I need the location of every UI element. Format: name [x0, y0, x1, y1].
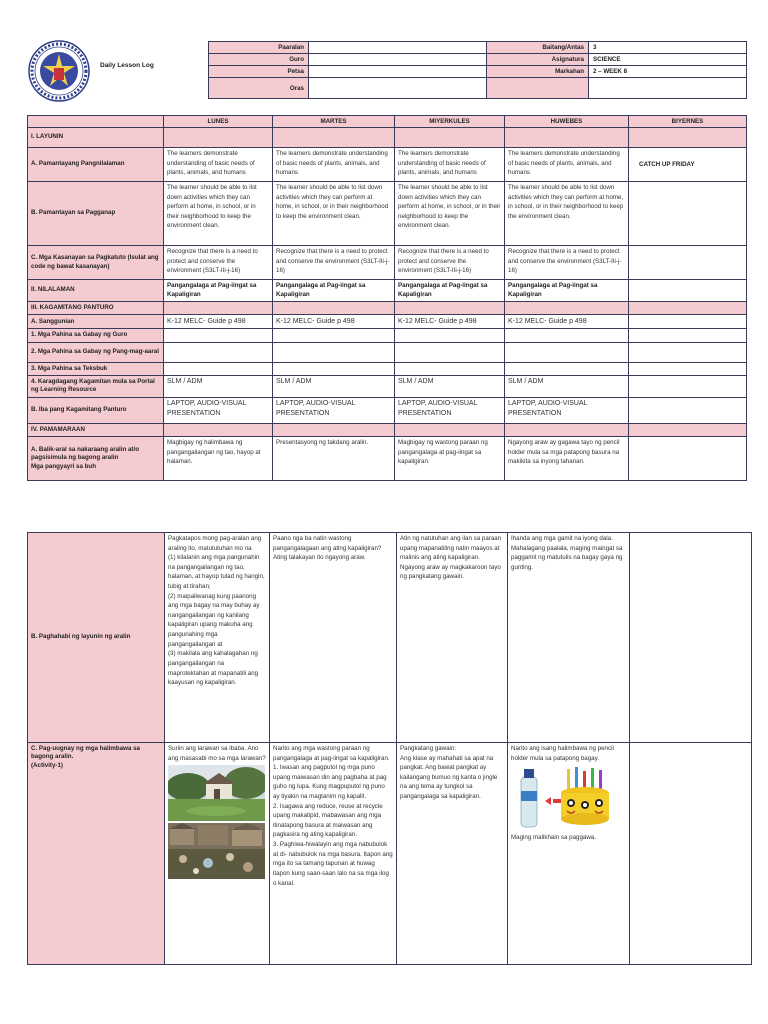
kasanayan-huwebes: Recognize that there is a need to protect and conserve the environment (S3LT-IIi-j-16): [505, 246, 629, 280]
oras-label: Oras: [209, 78, 309, 99]
markahan-label: Markahan: [487, 66, 589, 78]
petsa-label: Petsa: [209, 66, 309, 78]
kasanayan-miyerkules: Recognize that there is a need to protect and conserve the environment (S3LT-IIi-j-16): [395, 246, 505, 280]
section-kagamitang: III. KAGAMITANG PANTURO: [28, 302, 164, 315]
nilalaman-biyernes: [629, 280, 747, 302]
markahan-value[interactable]: 2 – WEEK 8: [589, 66, 747, 78]
oras-field[interactable]: [309, 78, 487, 99]
asignatura-value[interactable]: SCIENCE: [589, 54, 747, 66]
row-label-balik-aral: A. Balik-aral sa nakaraang aralin at/o pagsisimula ng bagong aralin Mga pangyayri sa buh: [28, 437, 164, 481]
lesson-table-page1: [27, 115, 747, 481]
blank-label: [487, 78, 589, 99]
nilalaman-martes: Pangangalaga at Pag-iingat sa Kapaligiran: [273, 280, 395, 302]
paaralan-field[interactable]: [309, 42, 487, 54]
pamantayang-lunes: The learners demonstrate understanding of basic needs of plants, animals, and humans: [164, 148, 273, 182]
row-label-gabay-mag-aaral: 2. Mga Pahina sa Gabay ng Pang-mag-aaral: [28, 342, 164, 362]
maging-malikhain-text: Maging malikhain sa paggawa.: [511, 834, 596, 842]
kasanayan-martes: Recognize that there is a need to protect and conserve the environment (S3LT-IIi-j-16): [273, 246, 395, 280]
iba-miyerkules: LAPTOP, AUDIO-VISUAL PRESENTATION: [395, 397, 505, 423]
page-one: [0, 0, 768, 490]
header-info-table: [208, 41, 747, 99]
row-label-portal: 4. Karagdagang Kagamitan mula sa Portal ng Learning Resource: [28, 376, 164, 398]
balik-huwebes: Ngayong araw ay gagawa tayo ng pencil holder mula sa mga patapong basura na makikita sa inyong tahanan.: [505, 437, 629, 481]
paghahabi-biyernes: [630, 533, 752, 743]
asignatura-label: Asignatura: [487, 54, 589, 66]
paghahabi-lunes: Pagkatapos mong pag-aralan ang araling ito, matututuhan mo na (1) kilalanin ang mga pangunahin na pangangailangan ng tao, halaman, at hayop tulad ng hangin, tubig at tirahan; (2) maipaliwanag kung paanong ang mga bagay na may buhay ay nangangailangan ng kanilang kapaligiran upang makuha ang pangunahing mga pangangailangan at (3) makilala ang kahalagahan ng pangangailangan na maprotektahan at mapanatili ang kaayusan ng kapaligiran.: [165, 533, 270, 743]
catch-up-friday: CATCH UP FRIDAY: [629, 148, 747, 182]
kasanayan-biyernes: [629, 246, 747, 280]
portal-martes: SLM / ADM: [273, 376, 395, 398]
nilalaman-miyerkules: Pangangalaga at Pag-iingat sa Kapaligiran: [395, 280, 505, 302]
pagganap-miyerkules: The learner should be able to list down activities which they can perform at home, in school, or in their neighborhood to keep the environment clean.: [395, 182, 505, 246]
row-label-pamantayang: A. Pamantayang Pangnilalaman: [28, 148, 164, 182]
balik-miyerkules: Magbigay ng wastong paraan ng pangangalaga at pag-iingat sa kapaligiran.: [395, 437, 505, 481]
portal-lunes: SLM / ADM: [164, 376, 273, 398]
row-label-gabay-guro: 1. Mga Pahina sa Gabay ng Guro: [28, 329, 164, 342]
sanggunian-martes: K-12 MELC- Guide p 498: [273, 315, 395, 329]
balik-biyernes: [629, 437, 747, 481]
pag-uugnay-huwebes: [508, 743, 630, 965]
pag-uugnay-miyerkules: Pangkatang gawain: Ang klase ay mahahati sa apat na pangkat. Ang bawat pangkat ay kailangang bumuo ng kanta o jingle na ang tema ay tungkol sa pangangalaga sa kapaligiran.: [397, 743, 508, 965]
guro-field[interactable]: [309, 54, 487, 66]
polluted-environment-photo: [168, 823, 265, 879]
nilalaman-huwebes: Pangangalaga at Pag-iingat sa Kapaligiran: [505, 280, 629, 302]
day-biyernes: BIYERNES: [629, 116, 747, 128]
pamantayang-miyerkules: The learners demonstrate understanding of basic needs of plants, animals, and humans: [395, 148, 505, 182]
sanggunian-miyerkules: K-12 MELC- Guide p 498: [395, 315, 505, 329]
portal-biyernes: [629, 376, 747, 398]
clean-environment-photo: [168, 765, 265, 821]
pagganap-lunes: The learner should be able to list down activities which they can perform at home, in school, or in their neighborhood to keep the environment clean.: [164, 182, 273, 246]
day-huwebes: HUWEBES: [505, 116, 629, 128]
iba-biyernes: [629, 397, 747, 423]
portal-miyerkules: SLM / ADM: [395, 376, 505, 398]
sanggunian-lunes: K-12 MELC- Guide p 498: [164, 315, 273, 329]
row-label-iba-pang: B. Iba pang Kagamitang Panturo: [28, 397, 164, 423]
pamantayang-huwebes: The learners demonstrate understanding of basic needs of plants, animals, and humans: [505, 148, 629, 182]
day-lunes: LUNES: [164, 116, 273, 128]
kasanayan-lunes: Recognize that there is a need to protect and conserve the environment (S3LT-IIi-j-16): [164, 246, 273, 280]
deped-seal: [28, 40, 90, 102]
section-nilalaman: II. NILALAMAN: [28, 280, 164, 302]
pencil-holder-intro: Narito ang isang halimbawa ng pencil holder mula sa patapong bagay.: [511, 745, 614, 762]
pag-uugnay-martes: Narito ang mga wastong paraan ng pangangalaga at pag-iingat sa kapaligiran. 1. Iwasan ang pagputol ng mga puno upang maiwasan din ang pagbaha at pag guho ng lupa. Kung magpuputol ng puno ay tiyakin na magtanim ng kapalit. 2. Isagawa ang reduce, reuse at recycle upang makatipid, mabawasan ang mga itinatapong basura at maiwasan ang pagkasira ng ating kapaligiran. 3. Paghiwa-hiwalayin ang mga nabubulok at di- nabubulok na mga basura. Itapon ang mga ito sa tamang tapunan at huwag itapon kung saan-saan lalo na sa mga ilog o kanal.: [270, 743, 397, 965]
pencil-holder-photo: [511, 765, 623, 831]
row-label-pagganap: B. Pamantayan sa Pagganap: [28, 182, 164, 246]
pag-uugnay-lunes-text: Suriin ang larawan sa ibaba. Ano ang masasabi mo sa mga larawan?: [168, 745, 266, 762]
baitang-value[interactable]: 3: [589, 42, 747, 54]
paghahabi-martes: Paano nga ba natin wastong pangangalagaan ang ating kapaligiran? Ating talakayan ito ngayong araw.: [270, 533, 397, 743]
guro-label: Guro: [209, 54, 309, 66]
row-label-sanggunian: A. Sanggunian: [28, 315, 164, 329]
day-miyerkules: MIYERKULES: [395, 116, 505, 128]
sanggunian-biyernes: [629, 315, 747, 329]
pamantayang-martes: The learners demonstrate understanding of basic needs of plants, animals, and humans: [273, 148, 395, 182]
page-two: [0, 490, 768, 1024]
paghahabi-huwebes: Ihanda ang mga gamit na iyong dala. Mahalagang paalala, maging maingat sa paggamit ng matutulis na bagay gaya ng gunting.: [508, 533, 630, 743]
iba-martes: LAPTOP, AUDIO-VISUAL PRESENTATION: [273, 397, 395, 423]
sanggunian-huwebes: K-12 MELC- Guide p 498: [505, 315, 629, 329]
balik-martes: Presentasyong ng takdang aralin.: [273, 437, 395, 481]
row-label-kasanayan: C. Mga Kasanayan sa Pagkatuto (Isulat ang code ng bawat kasanayan): [28, 246, 164, 280]
petsa-field[interactable]: [309, 66, 487, 78]
row-label-pag-uugnay: C. Pag-uugnay ng mga halimbawa sa bagong aralin. (Activity-1): [28, 743, 165, 965]
iba-huwebes: LAPTOP, AUDIO-VISUAL PRESENTATION: [505, 397, 629, 423]
blank-field: [589, 78, 747, 99]
section-pamamaraan: IV. PAMAMARAAN: [28, 423, 164, 436]
paghahabi-miyerkules: Atin ng natutuhan ang ilan sa paraan upang mapanatiling natin maayos at malinis ang ating kapaligiran. Ngayong araw ay magkakaroon tayo ng pangkatang gawain.: [397, 533, 508, 743]
lesson-table-page2: [27, 532, 752, 965]
corner-cell: [28, 116, 164, 128]
pag-uugnay-lunes: [165, 743, 270, 965]
pagganap-biyernes: [629, 182, 747, 246]
portal-huwebes: SLM / ADM: [505, 376, 629, 398]
balik-lunes: Magbigay ng halimbawa ng pangangailangan ng tao, hayop at halaman.: [164, 437, 273, 481]
pag-uugnay-biyernes: [630, 743, 752, 965]
baitang-label: Baitang/Antas: [487, 42, 589, 54]
day-martes: MARTES: [273, 116, 395, 128]
doc-title: Daily Lesson Log: [100, 62, 154, 69]
row-label-paghahabi: B. Paghahabi ng layunin ng aralin: [28, 533, 165, 743]
paaralan-label: Paaralan: [209, 42, 309, 54]
pagganap-martes: The learner should be able to list down activities which they can perform at home, in school, or in their neighborhood to keep the environment clean.: [273, 182, 395, 246]
row-label-teksbuk: 3. Mga Pahina sa Teksbuk: [28, 362, 164, 375]
pagganap-huwebes: The learner should be able to list down activities which they can perform at home, in school, or in their neighborhood to keep the environment clean.: [505, 182, 629, 246]
nilalaman-lunes: Pangangalaga at Pag-iingat sa Kapaligiran: [164, 280, 273, 302]
iba-lunes: LAPTOP, AUDIO-VISUAL PRESENTATION: [164, 397, 273, 423]
section-layunin: I. LAYUNIN: [28, 128, 164, 148]
